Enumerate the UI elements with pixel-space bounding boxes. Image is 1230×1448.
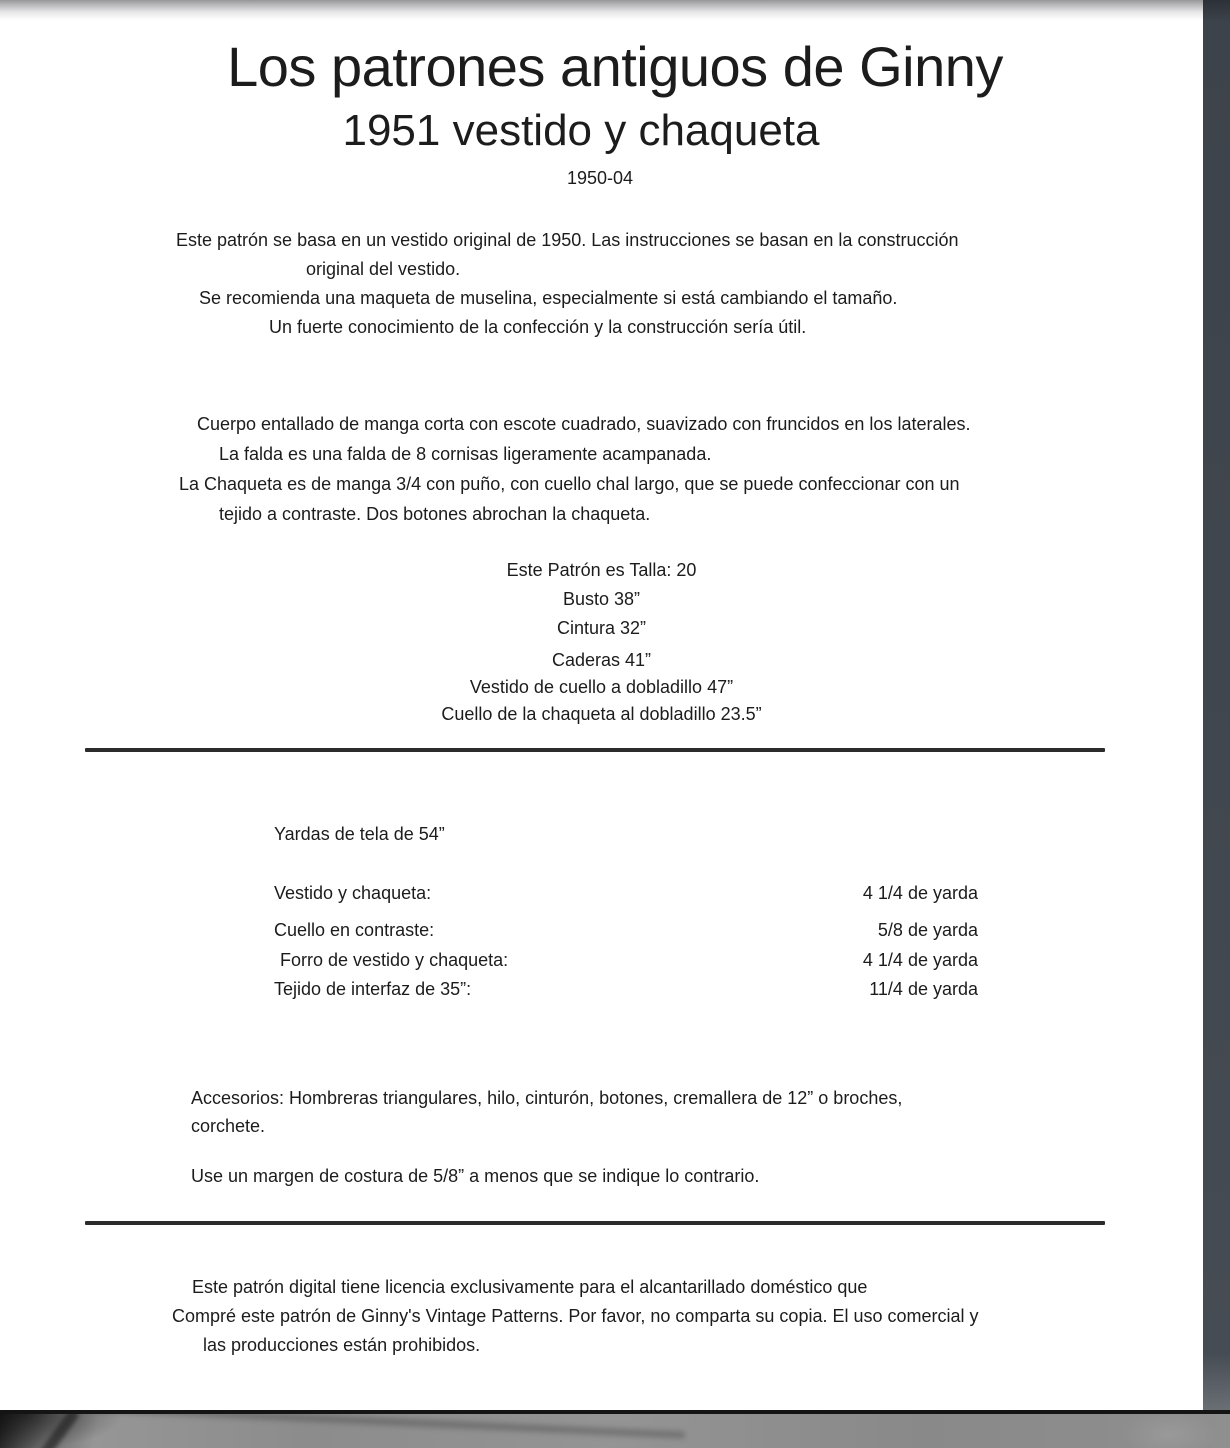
size-measurements-list — [0, 556, 1203, 643]
viewer-background-band — [1203, 0, 1230, 1410]
dress-length-measurement: Vestido de cuello a dobladillo 47” — [469, 677, 734, 697]
waist-measurement: Cintura 32” — [556, 618, 647, 638]
license-line: Compré este patrón de Ginny's Vintage Patterns. Por favor, no comparta su copia. El uso comercial y — [172, 1306, 979, 1326]
texture-streak — [35, 1414, 79, 1448]
intro-line: original del vestido. — [306, 259, 461, 279]
garment-description-line: tejido a contraste. Dos botones abrochan la chaqueta. — [219, 504, 651, 524]
garment-description-line: La falda es una falda de 8 cornisas ligeramente acampanada. — [219, 444, 712, 464]
length-measurements-list — [0, 647, 1203, 728]
intro-line: Este patrón se basa en un vestido original de 1950. Las instrucciones se basan en la construcción — [176, 230, 959, 250]
yardage-label: Vestido y chaqueta: — [274, 883, 432, 903]
size-line: Este Patrón es Talla: 20 — [506, 560, 697, 580]
intro-line: Se recomienda una maqueta de muselina, especialmente si está cambiando el tamaño. — [199, 288, 898, 308]
hips-measurement: Caderas 41” — [551, 650, 652, 670]
yardage-value: 5/8 de yarda — [877, 920, 978, 940]
page-subtitle: 1951 vestido y chaqueta — [342, 106, 820, 155]
pattern-number: 1950-04 — [566, 168, 634, 188]
yardage-row — [85, 879, 1105, 908]
yardage-table — [85, 879, 1105, 1004]
bust-measurement: Busto 38” — [562, 589, 641, 609]
garment-description-line: Cuerpo entallado de manga corta con escote cuadrado, suavizado con fruncidos en los laterales. — [197, 414, 971, 434]
yardage-label: Cuello en contraste: — [274, 920, 435, 940]
yardage-value: 4 1/4 de yarda — [862, 950, 978, 970]
yardage-row — [85, 975, 1105, 1004]
notions-line: corchete. — [191, 1116, 266, 1136]
garment-description-line: La Chaqueta es de manga 3/4 con puño, con cuello chal largo, que se puede confeccionar con un — [179, 474, 960, 494]
section-divider-bottom — [85, 1221, 1105, 1225]
yardage-value: 11/4 de yarda — [869, 979, 978, 999]
yardage-label: Tejido de interfaz de 35”: — [274, 979, 472, 999]
notions-paragraph — [0, 1084, 1230, 1140]
yardage-row — [85, 946, 1105, 975]
yardage-value: 4 1/4 de yarda — [862, 883, 978, 903]
license-paragraph — [0, 1273, 1230, 1360]
texture-streak — [85, 1414, 685, 1439]
seam-allowance-note: Use un margen de costura de 5/8” a menos que se indique lo contrario. — [191, 1166, 760, 1186]
license-line: Este patrón digital tiene licencia exclusivamente para el alcantarillado doméstico que — [192, 1277, 868, 1297]
intro-line: Un fuerte conocimiento de la confección y la construcción sería útil. — [269, 317, 807, 337]
yardage-label: Forro de vestido y chaqueta: — [280, 950, 509, 970]
page-top-shadow — [0, 0, 1230, 20]
yardage-row — [85, 916, 1105, 945]
section-divider-top — [85, 748, 1105, 752]
notions-line: Accesorios: Hombreras triangulares, hilo, cinturón, botones, cremallera de 12” o broches, — [191, 1088, 903, 1108]
next-page-preview-image — [0, 1414, 1230, 1448]
license-line: las producciones están prohibidos. — [203, 1335, 481, 1355]
jacket-length-measurement: Cuello de la chaqueta al dobladillo 23.5” — [441, 704, 762, 724]
garment-description-paragraph — [0, 409, 1230, 529]
intro-paragraph — [0, 226, 1230, 342]
page-title: Los patrones antiguos de Ginny — [227, 35, 1003, 98]
yardage-heading: Yardas de tela de 54” — [274, 824, 445, 844]
